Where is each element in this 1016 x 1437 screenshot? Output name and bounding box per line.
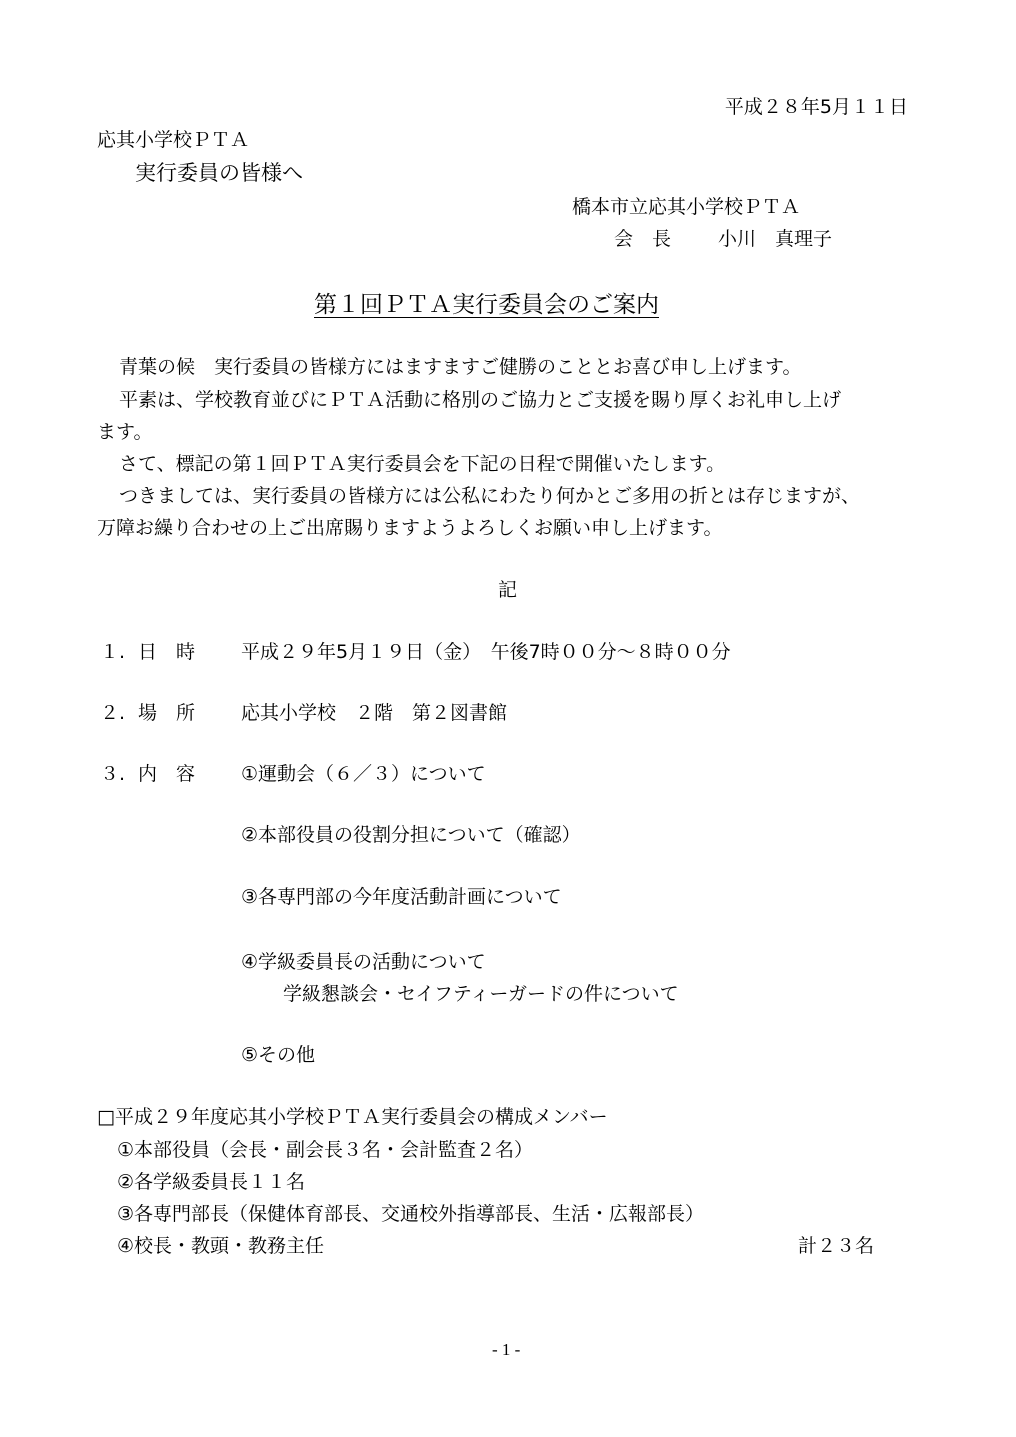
item-label: 場 所 — [138, 702, 196, 724]
item-value: 平成２９年5月１９日（金） 午後7時００分～８時００分 — [241, 641, 731, 663]
document-date: 平成２８年5月１１日 — [724, 96, 908, 118]
content-item-4: ④学級委員長の活動について — [241, 951, 486, 973]
body-paragraph-3: さて、標記の第１回ＰＴＡ実行委員会を下記の日程で開催いたします。 — [119, 453, 726, 475]
content-item-2: ②本部役員の役割分担について（確認） — [241, 824, 581, 846]
content-item-4-detail: 学級懇談会・セイフティーガードの件について — [283, 983, 679, 1005]
document-title: 第１回ＰＴＡ実行委員会のご案内 — [314, 292, 659, 318]
content-item-5: ⑤その他 — [241, 1044, 316, 1066]
sender-title: 会 長 — [614, 228, 672, 250]
body-paragraph-4-line-2: 万障お繰り合わせの上ご出席賜りますようよろしくお願い申し上げます。 — [97, 517, 723, 539]
body-paragraph-2-line-1: 平素は、学校教育並びにＰＴＡ活動に格別のご協力とご支援を賜り厚くお礼申し上げ — [119, 389, 842, 411]
item-number: １. — [100, 641, 126, 663]
member-item-3: ③各専門部長（保健体育部長、交通校外指導部長、生活・広報部長） — [117, 1203, 705, 1225]
sender-org: 橋本市立応其小学校ＰＴＡ — [572, 196, 801, 218]
item-value: ①運動会（６／３）について — [241, 763, 486, 785]
body-paragraph-2-line-2: ます。 — [97, 421, 153, 443]
recipient: 実行委員の皆様へ — [135, 161, 303, 185]
item-number: ３. — [100, 763, 126, 785]
item-value: 応其小学校 ２階 第２図書館 — [241, 702, 508, 724]
item-label: 日 時 — [138, 641, 196, 663]
member-item-4: ④校長・教頭・教務主任 — [117, 1235, 325, 1257]
page-number: - 1 - — [492, 1340, 521, 1359]
members-heading: □平成２９年度応其小学校ＰＴＡ実行委員会の構成メンバー — [97, 1106, 608, 1128]
sender-name: 小川 真理子 — [718, 228, 833, 250]
recipient-org: 応其小学校ＰＴＡ — [97, 129, 250, 151]
item-number: ２. — [100, 702, 126, 724]
item-label: 内 容 — [138, 763, 196, 785]
content-item-3: ③各専門部の今年度活動計画について — [241, 886, 562, 908]
ki-marker: 記 — [498, 579, 518, 601]
body-paragraph-1: 青葉の候 実行委員の皆様方にはますますご健勝のこととお喜び申し上げます。 — [119, 356, 802, 378]
body-paragraph-4-line-1: つきましては、実行委員の皆様方には公私にわたり何かとご多用の折とは存じますが、 — [119, 485, 861, 507]
member-item-1: ①本部役員（会長・副会長３名・会計監査２名） — [117, 1139, 534, 1161]
members-total: 計２３名 — [798, 1235, 875, 1257]
member-item-2: ②各学級委員長１１名 — [117, 1171, 306, 1193]
